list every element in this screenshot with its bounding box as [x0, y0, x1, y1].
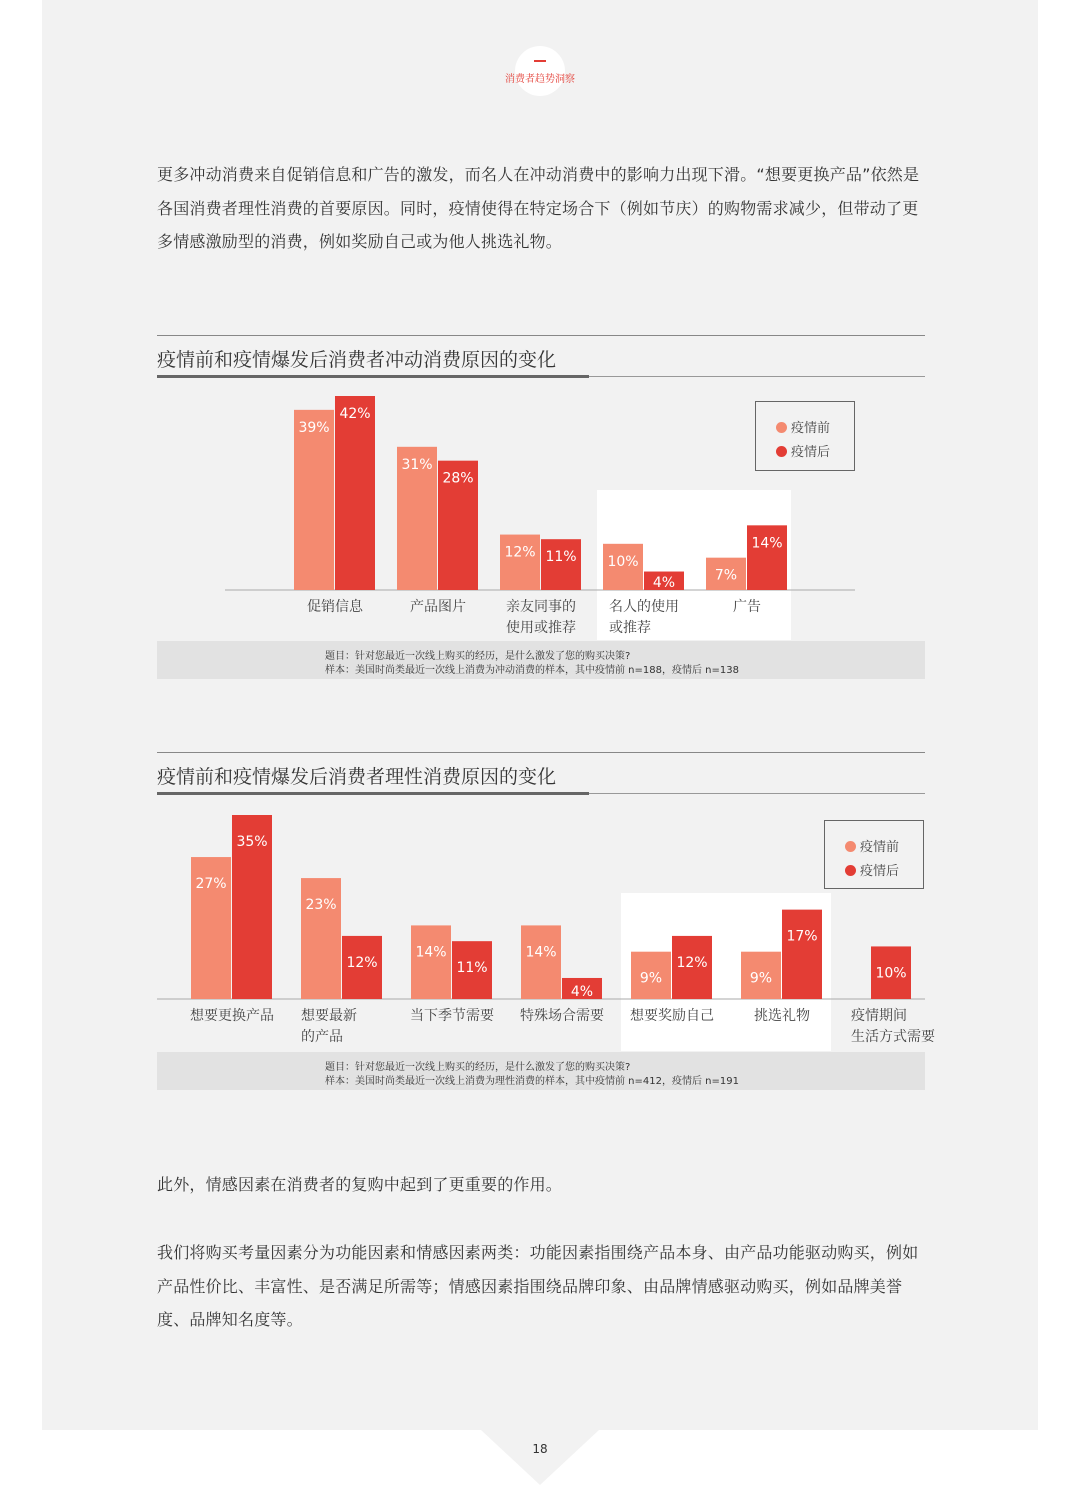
legend-item-after [776, 441, 830, 460]
bar-value-label: 9% [639, 970, 663, 987]
chart-source-note [157, 641, 925, 679]
rational-bar-chart [157, 752, 935, 1052]
intro-paragraph: 更多冲动消费来自促销信息和广告的激发，而名人在冲动消费中的影响力出现下滑。“想要更换产品”依然是各国消费者理性消费的首要原因。同时，疫情使得在特定场合下（例如节庆）的购物需求减少，但带动了更多情感激励型的消费，例如奖励自己或为他人挑选礼物。 [157, 165, 920, 251]
x-tick-label: 促销信息 [307, 599, 363, 615]
impulse-bar-chart [157, 335, 925, 641]
bar-value-label: 12% [676, 954, 708, 971]
bar-value-label: 14% [525, 944, 557, 961]
x-tick-label: 亲友同事的 [506, 599, 576, 615]
chart-legend [824, 820, 924, 889]
x-tick-label: 名人的使用 [609, 599, 679, 615]
x-tick-label: 或推荐 [609, 620, 651, 636]
legend-swatch-before [776, 422, 787, 433]
rational-chart-section [157, 752, 935, 1092]
bar-value-label: 23% [305, 897, 337, 914]
x-tick-label: 想要奖励自己 [630, 1008, 714, 1024]
page-number: 18 [532, 1442, 548, 1456]
note-sample: 样本：美国时尚类最近一次线上消费为理性消费的样本，其中疫情前 n=412，疫情后 n=191 [325, 1076, 739, 1087]
bar-value-label: 7% [714, 567, 738, 584]
x-tick-label: 的产品 [301, 1029, 343, 1045]
x-tick-label: 产品图片 [410, 599, 466, 615]
chart-title: 疫情前和疫情爆发后消费者理性消费原因的变化 [157, 766, 557, 788]
x-tick-label: 广告 [733, 599, 761, 615]
legend-label-before: 疫情前 [791, 421, 831, 436]
bar-value-label: 10% [875, 965, 907, 982]
bar-value-label: 9% [749, 970, 773, 987]
bar-value-label: 4% [570, 984, 594, 1000]
x-tick-label: 特殊场合需要 [520, 1008, 604, 1024]
bar-value-label: 11% [456, 960, 488, 977]
bar-before [411, 925, 451, 999]
bar-before [294, 410, 334, 590]
emphasis-paragraph: 此外，情感因素在消费者的复购中起到了更重要的作用。 [157, 1175, 563, 1194]
x-tick-label: 当下季节需要 [410, 1008, 494, 1024]
bar-value-label: 35% [236, 834, 268, 850]
bar-before [521, 925, 561, 999]
bar-value-label: 12% [346, 954, 378, 971]
legend-item-after [845, 860, 899, 879]
x-tick-label: 生活方式需要 [851, 1029, 935, 1045]
bar-value-label: 28% [442, 470, 474, 487]
legend-item-before [845, 836, 899, 855]
bar-value-label: 14% [751, 535, 783, 552]
footer-tab [481, 1430, 599, 1485]
bar-value-label: 17% [786, 928, 818, 945]
bar-after [335, 396, 375, 590]
bar-value-label: 10% [607, 553, 639, 570]
x-tick-label: 疫情期间 [851, 1008, 907, 1024]
bar-value-label: 12% [504, 544, 536, 561]
body-paragraph: 我们将购买考量因素分为功能因素和情感因素两类：功能因素指围绕产品本身、由产品功能驱动购买，例如产品性价比、丰富性、是否满足所需等；情感因素指围绕品牌印象、由品牌情感驱动购买，例如品牌美誉度、品牌知名度等。 [157, 1243, 919, 1329]
bar-value-label: 14% [415, 944, 447, 961]
bar-value-label: 39% [298, 419, 330, 436]
x-tick-label: 挑选礼物 [754, 1008, 810, 1024]
chart-source-note [157, 1052, 925, 1090]
chart-legend [755, 401, 855, 471]
bar-value-label: 4% [652, 575, 676, 591]
header-dash [534, 60, 546, 62]
header-title: 消费者趋势洞察 [505, 74, 575, 85]
bar-value-label: 11% [545, 549, 577, 566]
bar-value-label: 31% [401, 456, 433, 473]
x-tick-label: 使用或推荐 [506, 620, 576, 636]
note-sample: 样本：美国时尚类最近一次线上消费为冲动消费的样本，其中疫情前 n=188，疫情后 n=138 [325, 665, 739, 676]
legend-swatch-after [845, 865, 856, 876]
x-tick-label: 想要最新 [301, 1008, 357, 1024]
bar-value-label: 42% [339, 406, 371, 422]
bar-value-label: 27% [195, 876, 227, 893]
impulse-chart-section [157, 335, 925, 680]
x-tick-label: 想要更换产品 [190, 1008, 274, 1024]
note-question: 题目：针对您最近一次线上购买的经历，是什么激发了您的购买决策? [325, 1062, 631, 1073]
bar-after [782, 910, 822, 999]
legend-swatch-after [776, 446, 787, 457]
legend-label-before: 疫情前 [860, 840, 900, 855]
legend-label-after: 疫情后 [791, 445, 831, 460]
legend-label-after: 疫情后 [860, 864, 900, 879]
legend-item-before [776, 417, 830, 436]
legend-swatch-before [845, 841, 856, 852]
chart-title: 疫情前和疫情爆发后消费者冲动消费原因的变化 [157, 349, 557, 371]
bar-before [500, 535, 540, 590]
note-question: 题目：针对您最近一次线上购买的经历，是什么激发了您的购买决策? [325, 651, 631, 662]
